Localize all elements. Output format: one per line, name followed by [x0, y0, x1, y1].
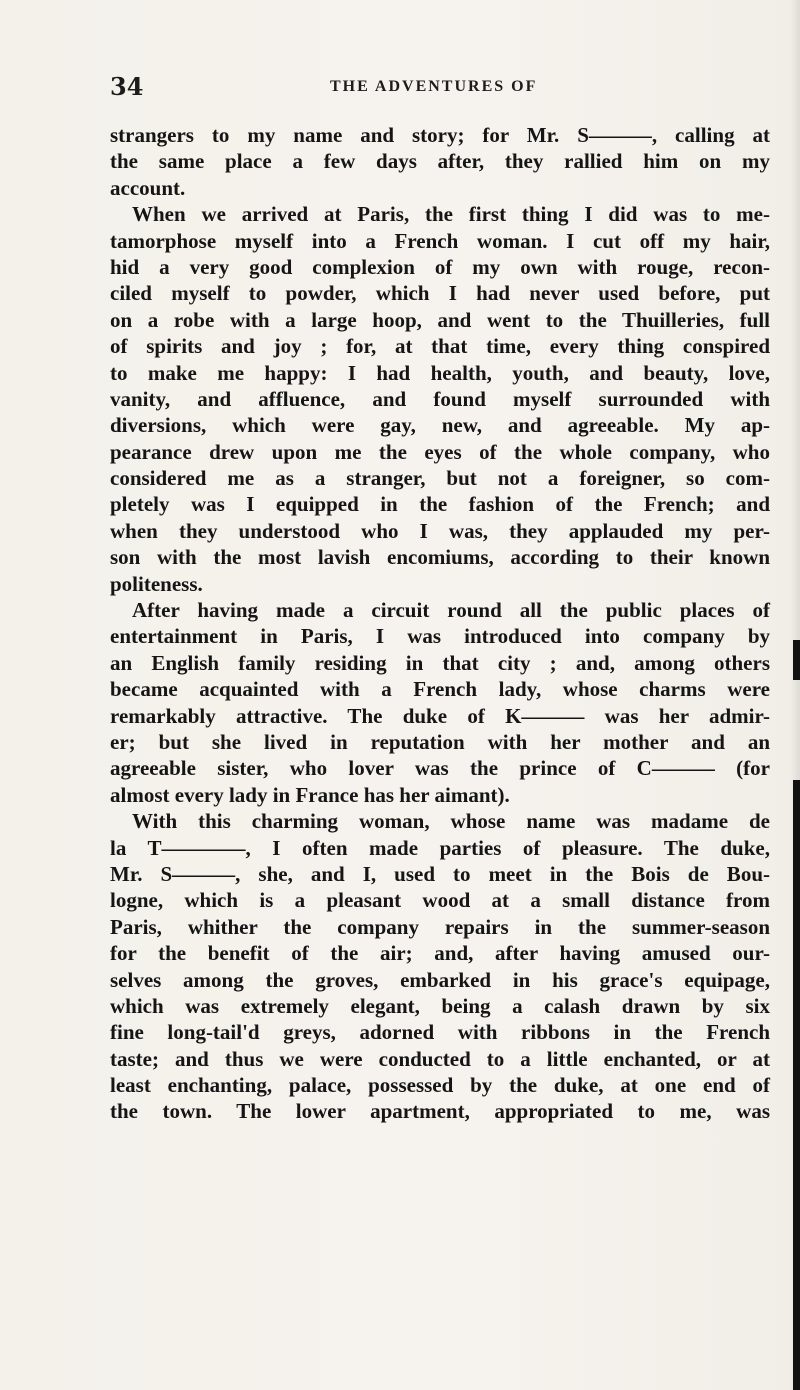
text-line: Paris, whither the company repairs in the summer-season [110, 914, 770, 939]
text-line: remarkably attractive. The duke of K——— was her admir- [110, 703, 770, 728]
text-line: when they understood who I was, they applauded my per- [110, 518, 770, 543]
text-line: the same place a few days after, they rallied him on my [110, 149, 770, 174]
text-line: vanity, and affluence, and found myself surrounded with [110, 386, 770, 411]
text-line: became acquainted with a French lady, whose charms were [110, 677, 770, 702]
text-line: of spirits and joy ; for, at that time, every thing conspired [110, 334, 770, 359]
page-number: 34 [110, 72, 144, 101]
text-line: entertainment in Paris, I was introduced into company by [110, 624, 770, 649]
text-line: diversions, which were gay, new, and agreeable. My ap- [110, 413, 770, 438]
text-line: ciled myself to powder, which I had never used before, put [110, 281, 770, 306]
text-line: considered me as a stranger, but not a foreigner, so com- [110, 466, 770, 491]
text-line: hid a very good complexion of my own with rouge, recon- [110, 254, 770, 279]
text-line: account. [110, 175, 186, 200]
body-text [110, 122, 770, 1125]
text-line: With this charming woman, whose name was madame de [132, 809, 770, 834]
text-line: son with the most lavish encomiums, according to their known [110, 545, 770, 570]
text-line: an English family residing in that city ; and, among others [110, 650, 770, 675]
text-line: la T————, I often made parties of pleasure. The duke, [110, 835, 770, 860]
text-line: Mr. S———, she, and I, used to meet in the Bois de Bou- [110, 861, 770, 886]
text-line: on a robe with a large hoop, and went to the Thuilleries, full [110, 307, 770, 332]
text-line: strangers to my name and story; for Mr. S———, calling at [110, 123, 770, 147]
text-line: least enchanting, palace, possessed by the duke, at one end of [110, 1073, 770, 1098]
text-line: the town. The lower apartment, appropriated to me, was [110, 1099, 770, 1124]
text-line: tamorphose myself into a French woman. I cut off my hair, [110, 228, 770, 253]
running-title: THE ADVENTURES OF [330, 78, 538, 95]
text-line: er; but she lived in reputation with her mother and an [110, 729, 770, 754]
text-line: almost every lady in France has her aimant). [110, 782, 510, 807]
text-line: to make me happy: I had health, youth, and beauty, love, [110, 360, 770, 385]
page-header [110, 72, 750, 112]
text-line: for the benefit of the air; and, after having amused our- [110, 941, 770, 966]
text-line: taste; and thus we were conducted to a little enchanted, or at [110, 1046, 770, 1071]
page-edge-mark [793, 780, 800, 1390]
text-line: logne, which is a pleasant wood at a small distance from [110, 888, 770, 913]
text-line: pletely was I equipped in the fashion of the French; and [110, 492, 770, 517]
text-line: When we arrived at Paris, the first thing I did was to me- [132, 202, 770, 227]
text-line: agreeable sister, who lover was the prince of C——— (for [110, 756, 770, 781]
text-line: fine long-tail'd greys, adorned with ribbons in the French [110, 1020, 770, 1045]
text-line: selves among the groves, embarked in his grace's equipage, [110, 967, 770, 992]
text-line: After having made a circuit round all the public places of [132, 598, 770, 623]
text-line: which was extremely elegant, being a calash drawn by six [110, 993, 770, 1018]
text-line: politeness. [110, 571, 203, 596]
page-edge-mark [793, 640, 800, 680]
text-line: pearance drew upon me the eyes of the whole company, who [110, 439, 770, 464]
